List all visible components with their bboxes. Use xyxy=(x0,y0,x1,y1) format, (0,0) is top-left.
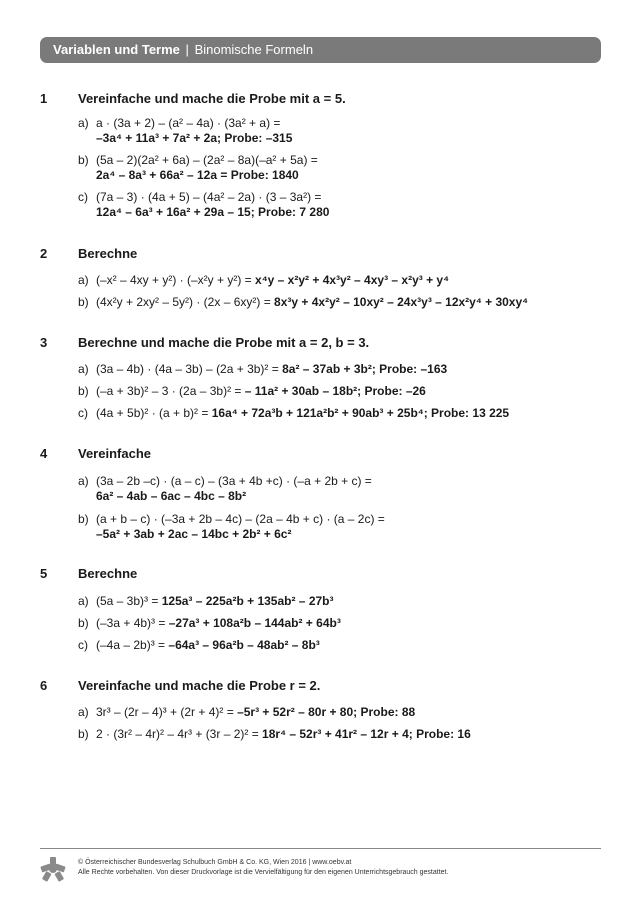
item-expression: (a + b – c) · (–3a + 2b – 4c) – (2a – 4b + c) · (a – 2c) = xyxy=(96,512,385,526)
item-answer: 6a² – 4ab – 6ac – 4bc – 8b² xyxy=(96,489,247,503)
task-item xyxy=(78,727,618,742)
footer-line-2: Alle Rechte vorbehalten. Von dieser Druckvorlage ist die Vervielfältigung für den eigenen Unterrichtsgebrauch gestattet. xyxy=(78,869,449,876)
task-number: 4 xyxy=(40,446,48,461)
header-separator: | xyxy=(185,42,189,57)
item-label: c) xyxy=(78,190,88,204)
task-title: Berechne xyxy=(78,246,138,261)
item-label: c) xyxy=(78,406,88,420)
item-expression: (4a + 5b)² · (a + b)² = xyxy=(96,406,209,420)
task-title: Vereinfache xyxy=(78,446,151,461)
item-expression: 2 · (3r² – 4r)² – 4r³ + (3r – 2)² = xyxy=(96,727,259,741)
item-answer: 12a⁴ – 6a³ + 16a² + 29a – 15; Probe: 7 280 xyxy=(96,205,330,219)
task-item xyxy=(78,384,618,399)
task-item xyxy=(78,594,618,609)
item-expression: (5a – 3b)³ = xyxy=(96,594,159,608)
footer-copyright xyxy=(78,858,448,878)
task-number: 5 xyxy=(40,566,48,581)
asterisk-logo-icon xyxy=(40,856,66,882)
page-header xyxy=(40,37,601,63)
item-answer: 8a² – 37ab + 3b²; Probe: –163 xyxy=(282,362,448,376)
task-number: 3 xyxy=(40,335,48,350)
task-item xyxy=(78,512,618,542)
task-item xyxy=(78,705,618,720)
task-number: 1 xyxy=(40,91,48,106)
task-item xyxy=(78,295,618,310)
item-expression: (3a – 2b –c) · (a – c) – (3a + 4b +c) · (–a + 2b + c) = xyxy=(96,474,372,488)
footer-line-1: © Österreichischer Bundesverlag Schulbuch GmbH & Co. KG, Wien 2016 | www.oebv.at xyxy=(78,859,352,866)
item-label: b) xyxy=(78,616,89,630)
task-item xyxy=(78,638,618,653)
item-expression: a · (3a + 2) – (a² – 4a) · (3a² + a) = xyxy=(96,116,281,130)
item-label: c) xyxy=(78,638,88,652)
item-label: a) xyxy=(78,474,89,488)
task-title: Berechne xyxy=(78,566,138,581)
item-answer: 16a⁴ + 72a³b + 121a²b² + 90ab³ + 25b⁴; Probe: 13 225 xyxy=(211,406,510,420)
item-label: a) xyxy=(78,116,89,130)
item-answer: –5a² + 3ab + 2ac – 14bc + 2b² + 6c² xyxy=(96,527,292,541)
item-answer: –64a³ – 96a²b – 48ab² – 8b³ xyxy=(168,638,320,652)
item-answer: 2a⁴ – 8a³ + 66a² – 12a = Probe: 1840 xyxy=(96,168,299,182)
item-answer: 18r⁴ – 52r³ + 41r² – 12r + 4; Probe: 16 xyxy=(262,727,471,741)
item-answer: –3a⁴ + 11a³ + 7a² + 2a; Probe: –315 xyxy=(96,131,293,145)
item-label: b) xyxy=(78,727,89,741)
task-item xyxy=(78,474,618,504)
item-label: a) xyxy=(78,362,89,376)
task-item xyxy=(78,406,618,421)
item-label: b) xyxy=(78,153,89,167)
task-item xyxy=(78,190,618,220)
task-title: Vereinfache und mache die Probe mit a = 5. xyxy=(78,91,346,106)
item-label: a) xyxy=(78,705,89,719)
task-title: Vereinfache und mache die Probe r = 2. xyxy=(78,678,321,693)
item-label: b) xyxy=(78,512,89,526)
item-expression: (4x²y + 2xy² – 5y²) · (2x – 6xy²) = xyxy=(96,295,271,309)
task-item xyxy=(78,616,618,631)
item-answer: – 11a² + 30ab – 18b²; Probe: –26 xyxy=(244,384,426,398)
footer-divider xyxy=(40,848,601,849)
task-item xyxy=(78,116,618,146)
item-expression: (–4a – 2b)³ = xyxy=(96,638,166,652)
item-expression: (5a – 2)(2a² + 6a) – (2a² – 8a)(–a² + 5a) = xyxy=(96,153,318,167)
task-item xyxy=(78,273,618,288)
item-expression: (–a + 3b)² – 3 · (2a – 3b)² = xyxy=(96,384,242,398)
task-item xyxy=(78,153,618,183)
task-number: 2 xyxy=(40,246,48,261)
item-expression: (7a – 3) · (4a + 5) – (4a² – 2a) · (3 – 3a²) = xyxy=(96,190,322,204)
item-answer: x⁴y – x²y² + 4x³y² – 4xy³ – x²y³ + y⁴ xyxy=(255,273,450,287)
item-label: b) xyxy=(78,295,89,309)
item-answer: 125a³ – 225a²b + 135ab² – 27b³ xyxy=(161,594,334,608)
task-title: Berechne und mache die Probe mit a = 2, b = 3. xyxy=(78,335,370,350)
item-expression: 3r³ – (2r – 4)³ + (2r + 4)² = xyxy=(96,705,234,719)
task-item xyxy=(78,362,618,377)
item-label: a) xyxy=(78,273,89,287)
item-expression: (–3a + 4b)³ = xyxy=(96,616,166,630)
item-expression: (–x² – 4xy + y²) · (–x²y + y²) = xyxy=(96,273,252,287)
item-answer: –5r³ + 52r² – 80r + 80; Probe: 88 xyxy=(237,705,416,719)
item-label: b) xyxy=(78,384,89,398)
item-answer: 8x³y + 4x²y² – 10xy² – 24x³y³ – 12x²y⁴ + 30xy⁴ xyxy=(274,295,529,309)
item-expression: (3a – 4b) · (4a – 3b) – (2a + 3b)² = xyxy=(96,362,279,376)
item-label: a) xyxy=(78,594,89,608)
header-subtitle: Binomische Formeln xyxy=(194,42,314,57)
item-answer: –27a³ + 108a²b – 144ab² + 64b³ xyxy=(168,616,341,630)
task-number: 6 xyxy=(40,678,48,693)
header-title: Variablen und Terme xyxy=(53,42,180,57)
